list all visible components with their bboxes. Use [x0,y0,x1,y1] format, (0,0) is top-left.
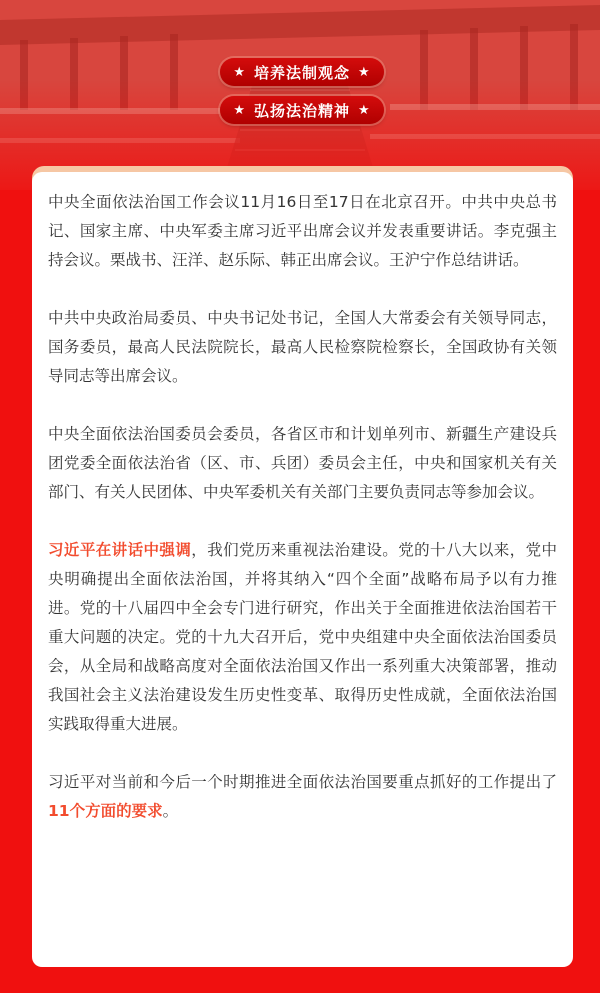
header-banner [0,0,600,190]
article-card [32,172,573,967]
slogan-badge-legal-concept [220,58,384,86]
paragraph-text: 习近平对当前和今后一个时期推进全面依法治国要重点抓好的工作提出了 [48,773,557,791]
article-paragraph-1: 中央全面依法治国工作会议11月16日至17日在北京召开。中共中央总书记、国家主席、中央军委主席习近平出席会议并发表重要讲话。李克强主持会议。栗战书、汪洋、赵乐际、韩正出席会议。王沪宁作总结讲话。 [48,193,557,269]
star-icon: ★ [358,102,371,118]
article-paragraph-5 [48,768,557,826]
star-icon: ★ [233,102,246,118]
star-icon: ★ [233,64,246,80]
slogan-text: 弘扬法治精神 [253,101,350,120]
highlight-text: 习近平在讲话中强调 [48,541,192,559]
article-paragraph-3: 中央全面依法治国委员会委员，各省区市和计划单列市、新疆生产建设兵团党委全面依法治省（区、市、兵团）委员会主任，中央和国家机关有关部门、有关人民团体、中央军委机关有关部门主要负责同志等参加会议。 [48,425,557,501]
slogan-badge-rule-of-law-spirit [220,96,384,124]
paragraph-text: ，我们党历来重视法治建设。党的十八大以来，党中央明确提出全面依法治国，并将其纳入“四个全面”战略布局予以有力推进。党的十八届四中全会专门进行研究，作出关于全面推进依法治国若干重大问题的决定。党的十九大召开后，党中央组建中央全面依法治国委员会，从全局和战略高度对全面依法治国又作出一系列重大决策部署，推动我国社会主义法治建设发生历史性变革、取得历史性成就，全面依法治国实践取得重大进展。 [48,541,557,733]
star-icon: ★ [358,64,371,80]
article-paragraph-4 [48,536,557,739]
highlight-text: 11个方面的要求 [48,802,163,820]
paragraph-text: 。 [162,802,179,820]
article-paragraph-2: 中共中央政治局委员、中央书记处书记，全国人大常委会有关领导同志，国务委员，最高人民法院院长，最高人民检察院检察长，全国政协有关领导同志等出席会议。 [48,309,557,385]
slogan-text: 培养法制观念 [253,63,350,82]
palace-background-image [0,0,600,190]
